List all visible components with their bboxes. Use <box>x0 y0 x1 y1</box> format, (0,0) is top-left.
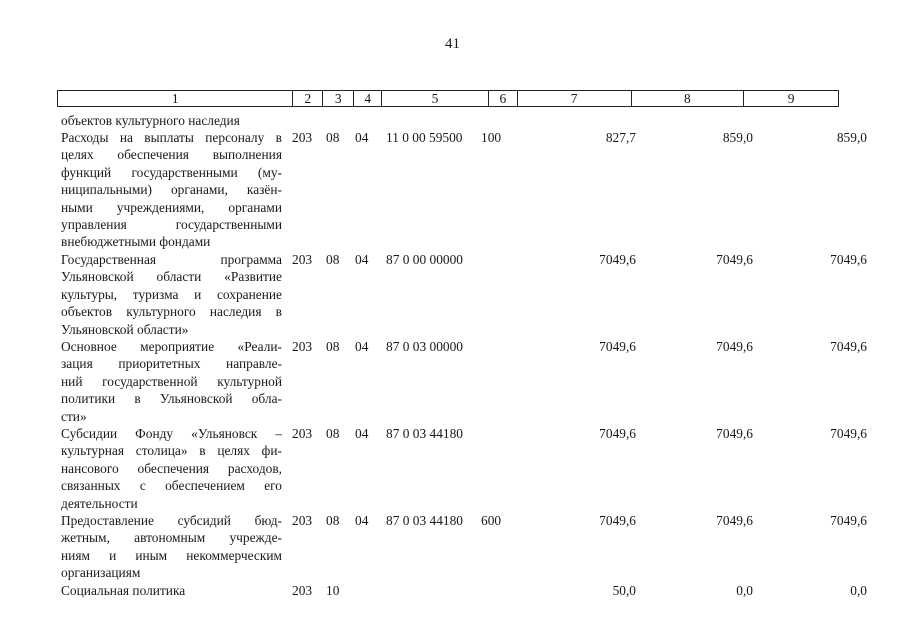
cell-amount-7: 7049,6 <box>599 513 636 528</box>
cell-code-6: 100 <box>481 130 502 145</box>
cell-code-2: 203 <box>292 130 313 145</box>
cell-code-2: 203 <box>292 426 313 441</box>
table-row <box>61 512 867 582</box>
table-row <box>61 582 867 602</box>
description-line: жетным, автономным учрежде- <box>61 530 282 546</box>
description-line: связанных с обеспечением его <box>61 478 282 494</box>
cell-code-6: 600 <box>481 513 502 528</box>
cell-amount-8: 7049,6 <box>716 426 753 441</box>
table-body <box>61 112 867 602</box>
cell-amount-8: 859,0 <box>722 130 753 145</box>
description-line: деятельности <box>61 495 138 511</box>
description-line: Субсидии Фонду «Ульяновск – <box>61 426 282 441</box>
description-line: Основное мероприятие «Реали- <box>61 339 282 354</box>
description-line: культурная столица» в целях фи- <box>61 443 282 459</box>
description-line: Ульяновской области «Развитие <box>61 269 282 285</box>
cell-code-5: 87 0 03 44180 <box>386 513 463 528</box>
description-line: сти» <box>61 408 87 424</box>
cell-code-2: 203 <box>292 339 313 354</box>
description-line: целях обеспечения выполнения <box>61 147 282 163</box>
header-col-4: 4 <box>354 91 382 106</box>
cell-code-4: 04 <box>355 252 369 267</box>
cell-code-5: 11 0 00 59500 <box>386 130 463 145</box>
table-header <box>57 90 839 107</box>
row-description <box>61 512 282 582</box>
row-description <box>61 129 282 251</box>
description-line: внебюджетными фондами <box>61 234 211 250</box>
cell-amount-8: 7049,6 <box>716 513 753 528</box>
cell-amount-9: 7049,6 <box>830 252 867 267</box>
page-number: 41 <box>445 36 460 52</box>
description-line: политики в Ульяновской обла- <box>61 391 282 407</box>
description-line: объектов культурного наследия <box>61 113 240 128</box>
description-line: ниципальными) органами, казён- <box>61 182 282 198</box>
row-description <box>61 425 282 512</box>
description-line: культуры, туризма и сохранение <box>61 286 282 302</box>
cell-code-5: 87 0 03 44180 <box>386 426 463 441</box>
cell-amount-9: 7049,6 <box>830 339 867 354</box>
cell-code-2: 203 <box>292 252 313 267</box>
header-col-9: 9 <box>787 91 795 106</box>
row-description <box>61 338 282 425</box>
cell-code-3: 10 <box>326 583 340 598</box>
row-description <box>61 582 282 599</box>
cell-amount-9: 7049,6 <box>830 426 867 441</box>
cell-amount-9: 7049,6 <box>830 513 867 528</box>
cell-code-3: 08 <box>326 339 340 354</box>
row-description <box>61 112 282 129</box>
cell-code-4: 04 <box>355 513 369 528</box>
cell-code-4: 04 <box>355 426 369 441</box>
cell-code-2: 203 <box>292 513 313 528</box>
cell-code-3: 08 <box>326 426 340 441</box>
description-line: ниям и иным некоммерческим <box>61 547 282 563</box>
description-line: ными учреждениями, органами <box>61 199 282 215</box>
header-col-3: 3 <box>323 91 354 106</box>
description-line: Расходы на выплаты персоналу в <box>61 130 282 145</box>
cell-amount-7: 50,0 <box>612 583 636 598</box>
cell-amount-7: 827,7 <box>605 130 636 145</box>
description-line: ний государственной культурной <box>61 373 282 389</box>
cell-amount-7: 7049,6 <box>599 252 636 267</box>
table-row <box>61 425 867 512</box>
description-line: Государственная программа <box>61 252 282 267</box>
table-row <box>61 129 867 251</box>
description-line: объектов культурного наследия в <box>61 304 282 320</box>
description-line: управления государственными <box>61 217 282 233</box>
cell-code-3: 08 <box>326 513 340 528</box>
cell-amount-8: 7049,6 <box>716 252 753 267</box>
description-line: зация приоритетных направле- <box>61 356 282 372</box>
cell-code-3: 08 <box>326 252 340 267</box>
description-line: нансового обеспечения расходов, <box>61 460 282 476</box>
description-line: Ульяновской области» <box>61 321 189 337</box>
table-row <box>61 251 867 338</box>
cell-code-5: 87 0 00 00000 <box>386 252 463 267</box>
cell-amount-7: 7049,6 <box>599 426 636 441</box>
cell-code-2: 203 <box>292 583 313 598</box>
cell-code-4: 04 <box>355 130 369 145</box>
cell-amount-9: 859,0 <box>836 130 867 145</box>
cell-code-4: 04 <box>355 339 369 354</box>
cell-amount-8: 7049,6 <box>716 339 753 354</box>
description-line: Социальная политика <box>61 583 186 598</box>
description-line: Предоставление субсидий бюд- <box>61 513 282 528</box>
header-col-7: 7 <box>518 91 632 106</box>
cell-code-3: 08 <box>326 130 340 145</box>
cell-amount-7: 7049,6 <box>599 339 636 354</box>
description-line: организациям <box>61 565 141 581</box>
header-col-2: 2 <box>293 91 323 106</box>
cell-code-5: 87 0 03 00000 <box>386 339 463 354</box>
table-row <box>61 112 841 129</box>
table-row <box>61 338 867 425</box>
header-col-8: 8 <box>632 91 745 106</box>
header-col-1: 1 <box>58 91 293 106</box>
cell-amount-9: 0,0 <box>850 583 867 598</box>
header-col-5: 5 <box>382 91 489 106</box>
header-col-6: 6 <box>489 91 518 106</box>
cell-amount-8: 0,0 <box>736 583 753 598</box>
description-line: функций государственными (му- <box>61 164 282 180</box>
row-description <box>61 251 282 338</box>
